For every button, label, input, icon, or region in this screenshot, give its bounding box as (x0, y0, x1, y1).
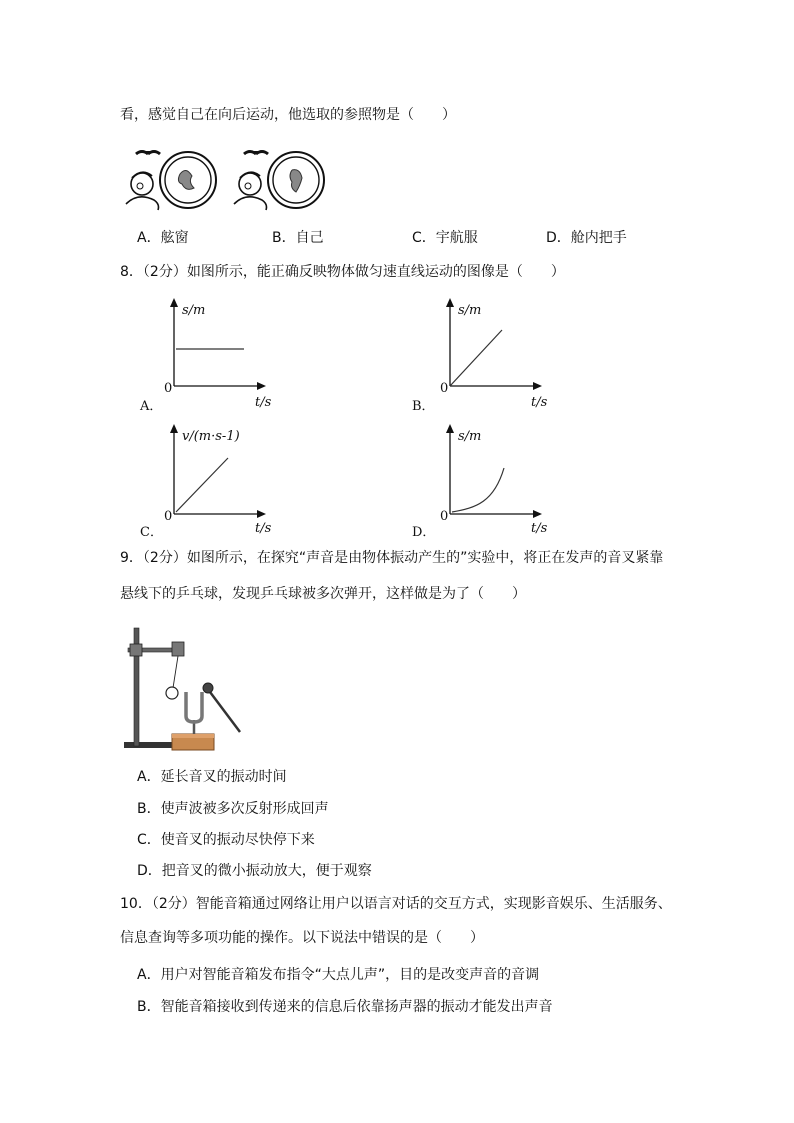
astronaut-porthole-left (126, 152, 216, 211)
ping-pong-ball (166, 687, 178, 699)
astronaut-porthole-right (234, 152, 324, 211)
q9-option-b[interactable]: B．使声波被多次反射形成回声 (137, 801, 329, 817)
q7-option-c[interactable]: C．宇航服 (412, 230, 478, 246)
q8-graph-d (406, 422, 566, 542)
x-axis-arrow (533, 382, 542, 390)
x-axis-label: t/s (255, 395, 272, 410)
x-axis-arrow (257, 510, 266, 518)
stand-clamp (130, 644, 142, 656)
y-axis-arrow (446, 424, 454, 433)
q7-illustration (122, 148, 332, 212)
option-letter[interactable]: A． (140, 399, 163, 414)
graph-line (450, 330, 502, 386)
q7-option-b[interactable]: B．自己 (272, 230, 324, 246)
q9-option-c[interactable]: C．使音叉的振动尽快停下来 (137, 832, 315, 848)
y-axis-label: s/m (458, 303, 482, 318)
graph-curve (452, 468, 504, 512)
suspension-thread (173, 656, 178, 688)
q7-option-a[interactable]: A．舷窗 (137, 230, 189, 246)
origin-label: 0 (164, 381, 173, 396)
q9-option-d[interactable]: D．把音叉的微小振动放大，便于观察 (137, 863, 372, 879)
q9-tuning-fork-illustration (122, 622, 252, 754)
q8-stem: 8．（2分）如图所示，能正确反映物体做匀速直线运动的图像是（ ） (120, 264, 565, 280)
q9-stem-line1: 9．（2分）如图所示，在探究“声音是由物体振动产生的”实验中，将正在发声的音叉紧靠 (120, 550, 664, 566)
x-axis-label: t/s (531, 395, 548, 410)
q10-stem-line2: 信息查询等多项功能的操作。以下说法中错误的是（ ） (120, 930, 484, 946)
y-axis-arrow (446, 298, 454, 307)
q10-option-a[interactable]: A．用户对智能音箱发布指令“大点儿声”，目的是改变声音的音调 (137, 967, 540, 983)
q9-option-a[interactable]: A．延长音叉的振动时间 (137, 769, 287, 785)
option-letter[interactable]: D． (412, 525, 436, 540)
graph-line (176, 458, 228, 512)
origin-label: 0 (164, 509, 173, 524)
option-letter[interactable]: B． (412, 399, 435, 414)
q10-stem-line1: 10．（2分）智能音箱通过网络让用户以语言对话的交互方式，实现影音娱乐、生活服务、 (120, 896, 672, 912)
arm-clamp (172, 642, 184, 656)
y-axis-arrow (170, 298, 178, 307)
q7-option-d[interactable]: D．舱内把手 (546, 230, 627, 246)
q8-graph-c (130, 422, 290, 542)
x-axis-arrow (533, 510, 542, 518)
tuning-fork (186, 692, 202, 722)
x-axis-label: t/s (531, 521, 548, 536)
q8-graph-a (130, 296, 290, 416)
origin-label: 0 (440, 509, 449, 524)
origin-label: 0 (440, 381, 449, 396)
q7-stem-tail: 看，感觉自己在向后运动，他选取的参照物是（ ） (120, 107, 456, 123)
mallet-head (203, 683, 213, 693)
x-axis-arrow (257, 382, 266, 390)
q10-option-b[interactable]: B．智能音箱接收到传递来的信息后依靠扬声器的振动才能发出声音 (137, 999, 553, 1015)
y-axis-label: s/m (458, 429, 482, 444)
q9-stem-line2: 悬线下的乒乓球，发现乒乓球被多次弹开，这样做是为了（ ） (120, 586, 526, 602)
option-letter[interactable]: C． (140, 525, 163, 540)
q8-graph-b (406, 296, 566, 416)
mallet-handle (210, 692, 240, 732)
x-axis-label: t/s (255, 521, 272, 536)
y-axis-label: v/(m·s-1) (182, 429, 240, 444)
y-axis-label: s/m (182, 303, 206, 318)
y-axis-arrow (170, 424, 178, 433)
